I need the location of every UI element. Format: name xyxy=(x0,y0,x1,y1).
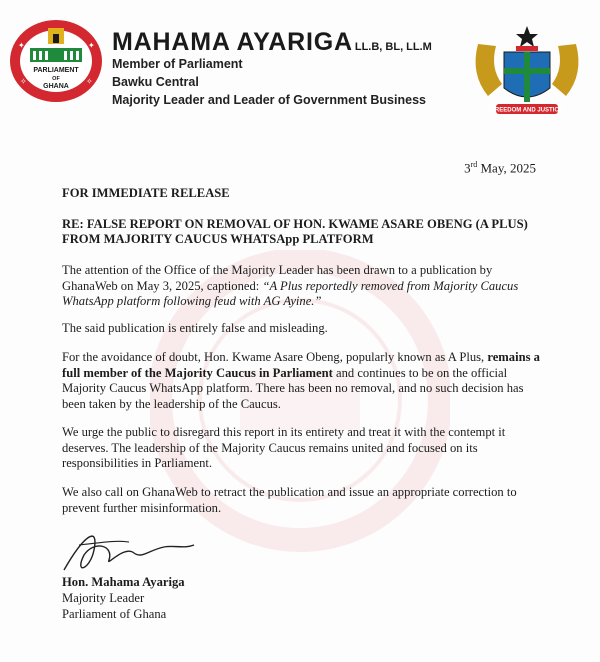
parliament-logo-icon xyxy=(8,18,104,104)
ghana-coat-of-arms-icon xyxy=(468,24,586,124)
svg-text:GHANA: GHANA xyxy=(43,83,69,90)
svg-text:✧: ✧ xyxy=(86,77,93,86)
signatory-title: Majority Leader xyxy=(62,591,145,605)
svg-text:PARLIAMENT: PARLIAMENT xyxy=(33,67,79,74)
paragraph-3: For the avoidance of doubt, Hon. Kwame Asare Obeng, popularly known as A Plus, remains a full member of the Majority Caucus in Parliament and continues to be on the official Majority Caucus WhatsApp platform. There has been no removal, and no such decision has been taken by the leadership of the Caucus. xyxy=(62,350,540,411)
header-position: Majority Leader and Leader of Government Business xyxy=(112,93,426,107)
paragraph-4: We urge the public to disregard this report in its entirety and treat it with the contempt it deserves. The leadership of the Majority Caucus remains united and focused on its responsibilities in Parliament. xyxy=(62,425,506,470)
paragraph-1: The attention of the Office of the Majority Leader has been drawn to a publication by GhanaWeb on May 3, 2025, captioned: “A Plus reportedly removed from Majority Caucus WhatsApp platform following feud with AG Ayine.” xyxy=(62,263,519,308)
paragraph-5: We also call on GhanaWeb to retract the publication and issue an appropriate correction to prevent further misinformation. xyxy=(62,485,517,515)
subject-line-1: RE: FALSE REPORT ON REMOVAL OF HON. KWAME ASARE OBENG (A PLUS) xyxy=(62,217,528,231)
release-date: 3rd May, 2025 xyxy=(464,160,536,176)
qualifications: LL.B, BL, LL.M xyxy=(354,41,432,53)
crest-motto: FREEDOM AND JUSTICE xyxy=(491,107,563,114)
subject-line-2: FROM MAJORITY CAUCUS WHATSApp PLATFORM xyxy=(62,232,374,246)
release-label: FOR IMMEDIATE RELEASE xyxy=(62,186,230,200)
svg-text:✦: ✦ xyxy=(88,41,95,50)
svg-text:✧: ✧ xyxy=(20,77,27,86)
svg-text:✦: ✦ xyxy=(18,41,25,50)
signatory-name: Hon. Mahama Ayariga xyxy=(62,575,185,589)
paragraph-2: The said publication is entirely false and misleading. xyxy=(62,321,328,335)
signatory-organization: Parliament of Ghana xyxy=(62,607,167,621)
header-constituency: Bawku Central xyxy=(112,75,199,89)
header-role: Member of Parliament xyxy=(112,57,243,71)
svg-text:OF: OF xyxy=(52,76,60,82)
member-name-heading: MAHAMA AYARIGA LL.B, BL, LL.M xyxy=(112,28,432,56)
